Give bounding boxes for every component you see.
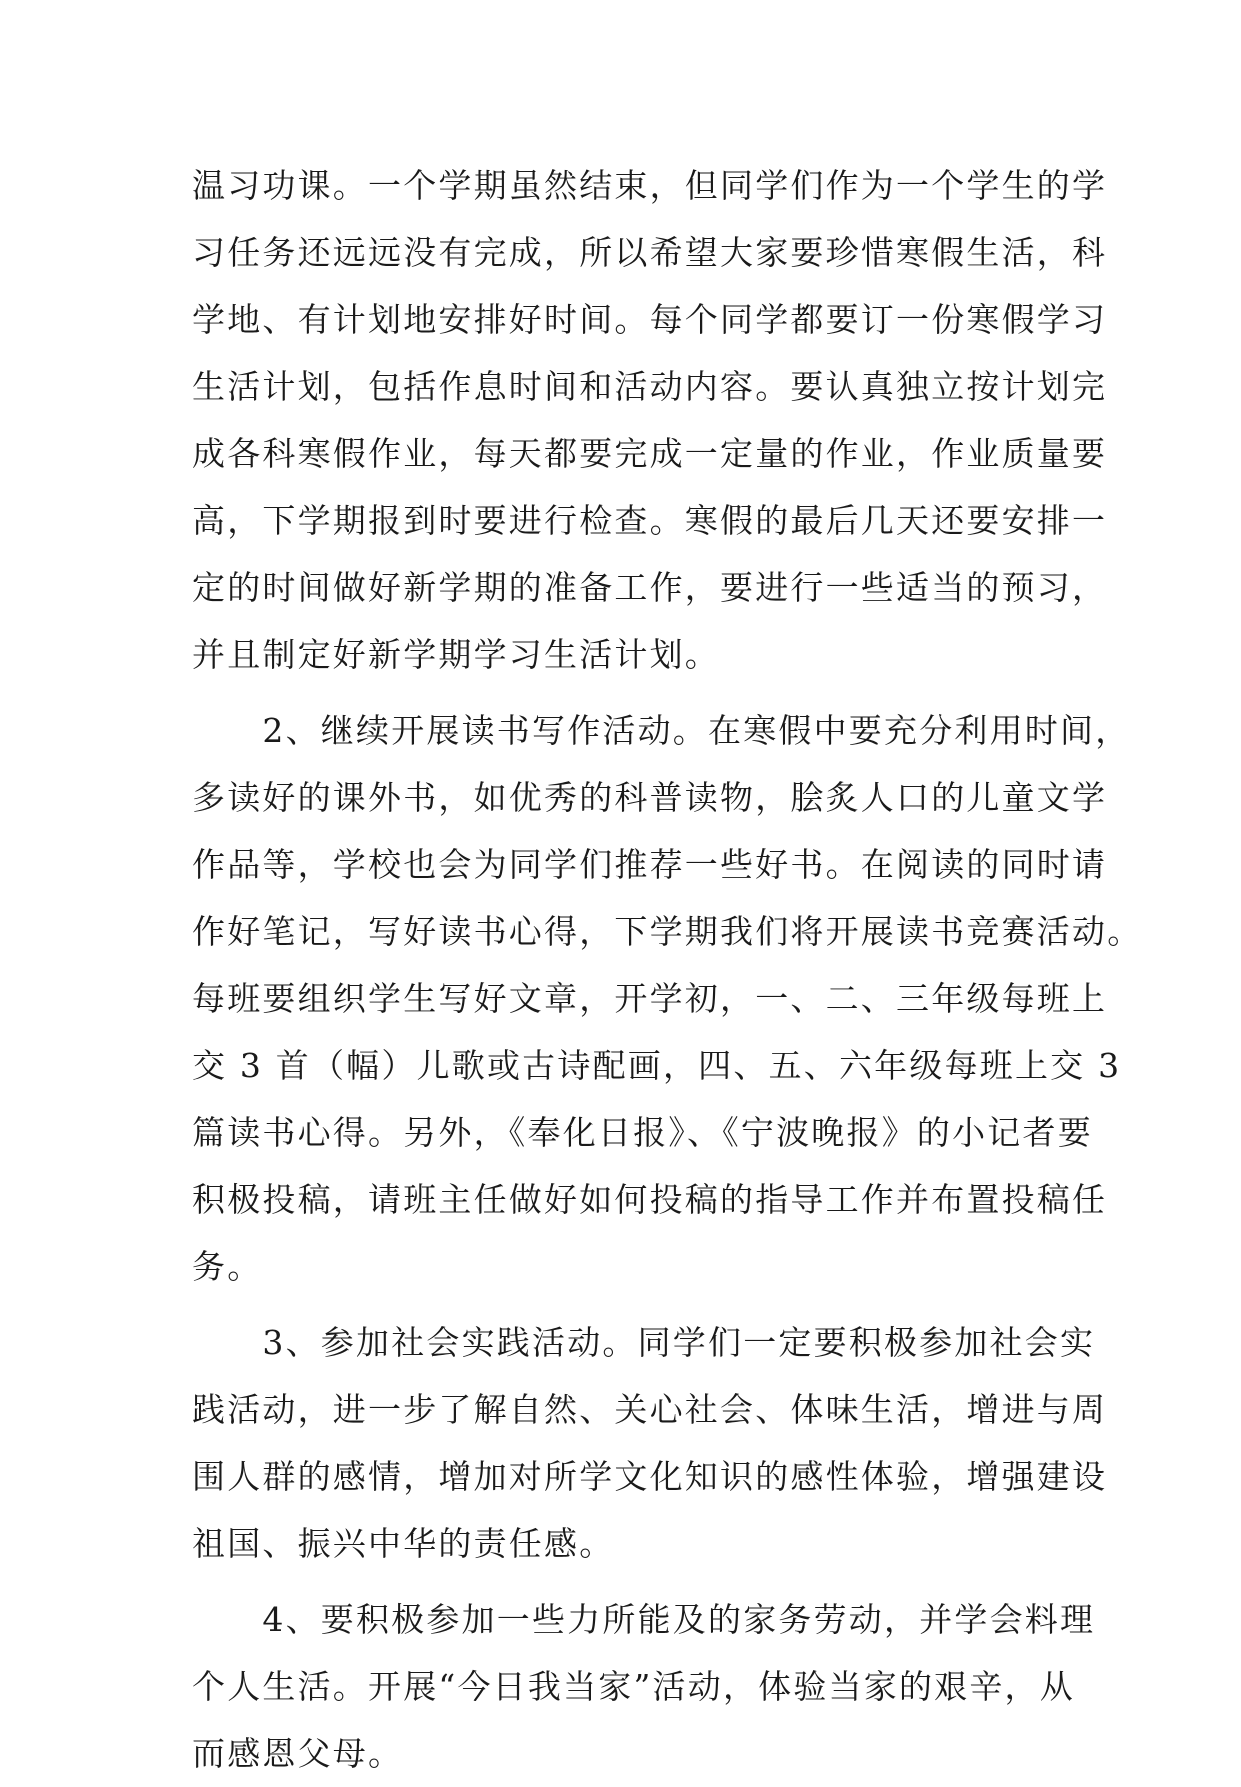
text-line: 篇读书心得。另外，《奉化日报》、《宁波晚报》的小记者要 (192, 1113, 1093, 1152)
text-line: 3、参加社会实践活动。同学们一定要积极参加社会实 (192, 1323, 1096, 1362)
text-line: 作好笔记，写好读书心得，下学期我们将开展读书竞赛活动。 (192, 912, 1143, 951)
paragraph-spacer (192, 688, 1058, 697)
text-line: 积极投稿，请班主任做好如何投稿的指导工作并布置投稿任 (192, 1180, 1108, 1219)
text-line: 习任务还远远没有完成，所以希望大家要珍惜寒假生活，科 (192, 233, 1108, 272)
text-line: 作品等，学校也会为同学们推荐一些好书。在阅读的同时请 (192, 845, 1108, 884)
paragraph-spacer (192, 1300, 1058, 1309)
text-line: 围人群的感情，增加对所学文化知识的感性体验，增强建设 (192, 1457, 1108, 1496)
text-line: 务。 (192, 1247, 263, 1286)
text-line: 个人生活。开展“今日我当家”活动，体验当家的艰辛，从 (192, 1667, 1075, 1706)
paragraph-spacer (192, 1577, 1058, 1586)
text-line: 祖国、振兴中华的责任感。 (192, 1524, 615, 1563)
text-line: 温习功课。一个学期虽然结束，但同学们作为一个学生的学 (192, 166, 1108, 205)
paragraph-social-practice (192, 1309, 1108, 1577)
text-line: 并且制定好新学期学习生活计划。 (192, 635, 720, 674)
paragraph-study-tasks (192, 152, 1108, 688)
document-body (192, 152, 1143, 1787)
text-line: 每班要组织学生写好文章，开学初，一、二、三年级每班上 (192, 979, 1108, 1018)
text-line: 多读好的课外书，如优秀的科普读物，脍炙人口的儿童文学 (192, 778, 1108, 817)
text-line: 交 3 首（幅）儿歌或古诗配画，四、五、六年级每班上交 3 (192, 1046, 1122, 1085)
text-line: 4、要积极参加一些力所能及的家务劳动，并学会料理 (192, 1600, 1096, 1639)
text-line: 而感恩父母。 (192, 1734, 404, 1773)
text-line: 成各科寒假作业，每天都要完成一定量的作业，作业质量要 (192, 434, 1108, 473)
text-line: 定的时间做好新学期的准备工作，要进行一些适当的预习， (192, 568, 1108, 607)
text-line: 生活计划，包括作息时间和活动内容。要认真独立按计划完 (192, 367, 1108, 406)
text-line: 2、继续开展读书写作活动。在寒假中要充分利用时间， (192, 711, 1131, 750)
text-line: 践活动，进一步了解自然、关心社会、体味生活，增进与周 (192, 1390, 1108, 1429)
paragraph-reading-writing (192, 697, 1143, 1300)
text-line: 学地、有计划地安排好时间。每个同学都要订一份寒假学习 (192, 300, 1108, 339)
text-line: 高，下学期报到时要进行检查。寒假的最后几天还要安排一 (192, 501, 1108, 540)
paragraph-housework (192, 1586, 1096, 1787)
